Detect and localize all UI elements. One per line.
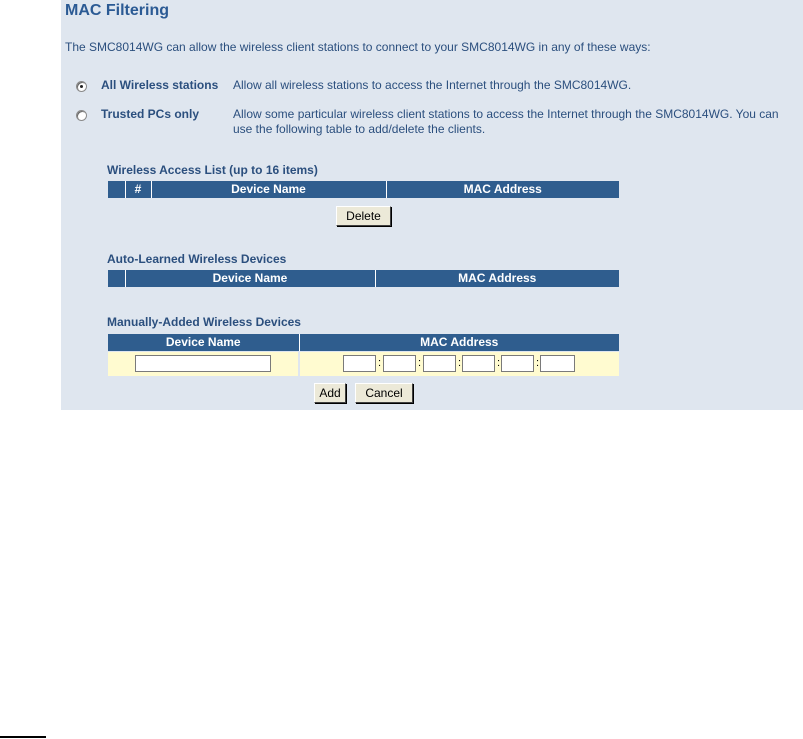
mac-separator: : xyxy=(497,357,501,369)
intro-text: The SMC8014WG can allow the wireless client stations to connect to your SMC8014WG in any of these ways: xyxy=(65,40,651,54)
mac-octet-5-input[interactable] xyxy=(501,355,534,372)
access-list-mac-address-header: MAC Address xyxy=(386,181,619,198)
access-list-table xyxy=(108,181,619,198)
manual-mac-address-header: MAC Address xyxy=(299,334,619,351)
page-title: MAC Filtering xyxy=(65,2,169,19)
mac-octet-6-input[interactable] xyxy=(540,355,575,372)
mac-separator: : xyxy=(378,357,382,369)
option-all-wireless-label: All Wireless stations xyxy=(101,78,219,92)
access-list-header-row xyxy=(108,181,619,198)
add-button[interactable]: Add xyxy=(314,383,346,403)
auto-learned-device-name-header: Device Name xyxy=(125,270,375,287)
mac-separator: : xyxy=(458,357,462,369)
mac-octet-2-input[interactable] xyxy=(383,355,416,372)
option-trusted-pcs-desc-2: use the following table to add/delete the clients. xyxy=(233,122,486,136)
radio-all-wireless[interactable] xyxy=(76,81,87,92)
device-name-input[interactable] xyxy=(135,355,271,372)
access-list-select-header xyxy=(108,181,125,198)
access-list-index-header: # xyxy=(125,181,151,198)
manual-device-name-header: Device Name xyxy=(108,334,299,351)
option-trusted-pcs-label: Trusted PCs only xyxy=(101,107,200,121)
footer-line xyxy=(0,736,46,738)
auto-learned-header-row xyxy=(108,270,619,287)
manual-added-title: Manually-Added Wireless Devices xyxy=(107,315,301,329)
manual-added-table xyxy=(108,334,619,351)
mac-octet-3-input[interactable] xyxy=(423,355,456,372)
option-trusted-pcs-desc: Allow some particular wireless client stations to access the Internet through the SMC8014WG. You can xyxy=(233,107,779,121)
delete-button[interactable]: Delete xyxy=(336,206,391,226)
auto-learned-title: Auto-Learned Wireless Devices xyxy=(107,252,287,266)
auto-learned-table xyxy=(108,270,619,287)
mac-separator: : xyxy=(536,357,540,369)
manual-added-header-row xyxy=(108,334,619,351)
mac-octet-1-input[interactable] xyxy=(343,355,376,372)
cancel-button[interactable]: Cancel xyxy=(355,383,413,403)
access-list-device-name-header: Device Name xyxy=(151,181,386,198)
mac-octet-4-input[interactable] xyxy=(462,355,495,372)
access-list-title: Wireless Access List (up to 16 items) xyxy=(107,163,318,177)
radio-trusted-pcs[interactable] xyxy=(76,110,87,121)
auto-learned-select-header xyxy=(108,270,125,287)
auto-learned-mac-address-header: MAC Address xyxy=(375,270,619,287)
mac-separator: : xyxy=(418,357,422,369)
option-all-wireless-desc: Allow all wireless stations to access the Internet through the SMC8014WG. xyxy=(233,78,632,92)
